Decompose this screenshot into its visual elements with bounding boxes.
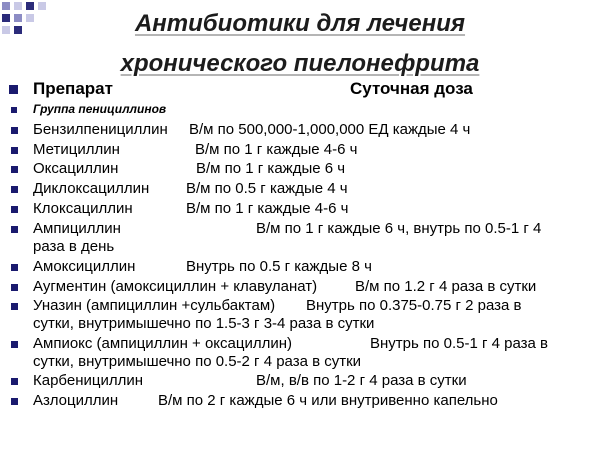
drug-dose: В/м по 0.5 г каждые 4 ч — [186, 180, 348, 197]
drug-dose-continued: раза в день — [33, 238, 115, 255]
drug-name: Бензилпенициллин — [33, 121, 168, 138]
drug-name: Диклоксациллин — [33, 180, 150, 197]
bullet-square-icon — [11, 147, 18, 154]
drug-name: Ампициллин — [33, 220, 121, 237]
deco-square — [2, 2, 10, 10]
group-label: Группа пенициллинов — [33, 102, 167, 116]
drug-name: Клоксациллин — [33, 200, 133, 217]
deco-square — [26, 2, 34, 10]
deco-square — [14, 2, 22, 10]
drug-dose: Внутрь по 0.375-0.75 г 2 раза в — [306, 297, 522, 314]
deco-square — [38, 2, 46, 10]
drug-name: Оксациллин — [33, 160, 119, 177]
drug-dose: В/м по 1 г каждые 4-6 ч — [186, 200, 349, 217]
drug-dose-continued: сутки, внутримышечно по 1.5-3 г 3-4 раза в сутки — [33, 315, 375, 332]
drug-dose: Внутрь по 0.5 г каждые 8 ч — [186, 258, 372, 275]
slide-title-line-2: хронического пиелонефрита — [120, 50, 480, 77]
column-header-drug: Препарат — [33, 79, 113, 98]
drug-dose-continued: сутки, внутримышечно по 0.5-2 г 4 раза в сутки — [33, 353, 362, 370]
bullet-square-icon — [11, 206, 18, 213]
column-header-daily-dose: Суточная доза — [350, 79, 473, 98]
drug-name: Ампиокс (ампициллин + оксациллин) — [33, 335, 292, 352]
bullet-square-icon — [11, 341, 18, 348]
bullet-square-icon — [11, 303, 18, 310]
bullet-square-icon — [11, 127, 18, 134]
drug-name: Аугментин (амоксициллин + клавуланат) — [33, 278, 318, 295]
bullet-square-icon — [11, 264, 18, 271]
slide-title-line-1: Антибиотики для лечения — [134, 10, 466, 37]
bullet-square-icon — [11, 378, 18, 385]
bullet-square-icon — [11, 107, 17, 113]
drug-name: Амоксициллин — [33, 258, 136, 275]
bullet-square-icon — [11, 284, 18, 291]
drug-dose: В/м по 2 г каждые 6 ч или внутривенно капельно — [158, 392, 498, 409]
bullet-square-icon — [11, 226, 18, 233]
bullet-square-icon — [11, 186, 18, 193]
drug-name: Карбенициллин — [33, 372, 143, 389]
bullet-square-icon — [11, 398, 18, 405]
bullet-square-icon — [11, 166, 18, 173]
drug-name: Азлоциллин — [33, 392, 119, 409]
drug-name: Метициллин — [33, 141, 120, 158]
drug-dose: Внутрь по 0.5-1 г 4 раза в — [370, 335, 548, 352]
drug-dose: В/м по 1 г каждые 6 ч — [196, 160, 346, 177]
bullet-square-icon — [9, 85, 18, 94]
drug-dose: В/м по 1 г каждые 4-6 ч — [195, 141, 358, 158]
drug-dose: В/м по 1.2 г 4 раза в сутки — [355, 278, 537, 295]
drug-dose: В/м по 500,000-1,000,000 ЕД каждые 4 ч — [189, 121, 471, 138]
drug-dose: В/м по 1 г каждые 6 ч, внутрь по 0.5-1 г 4 — [256, 220, 542, 237]
drug-dose: В/м, в/в по 1-2 г 4 раза в сутки — [256, 372, 467, 389]
drug-name: Уназин (ампициллин +сульбактам) — [33, 297, 276, 314]
